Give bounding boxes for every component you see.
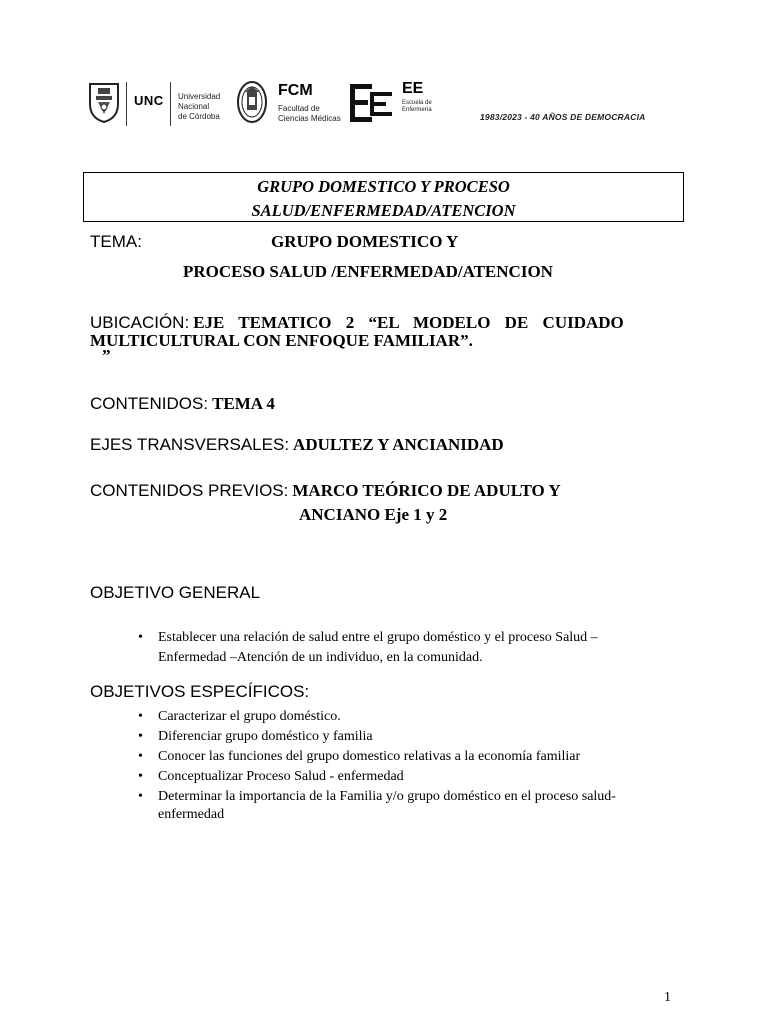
fcm-logo-text: FCM [278,82,313,99]
ee-name: Escuela de Enfermería [402,100,432,113]
objetivos-especificos-heading: OBJETIVOS ESPECÍFICOS: [90,682,310,701]
unc-shield-icon [86,80,122,124]
democracy-slogan: 1983/2023 - 40 AÑOS DE DEMOCRACIA [480,112,646,122]
list-item: • Conceptualizar Proceso Salud - enfermedad [130,767,700,787]
page-header [86,72,686,134]
ubicacion-line-1: EJE TEMATICO 2 “EL MODELO DE CUIDADO [193,313,624,332]
tema-label: TEMA: [90,232,142,251]
previos-line-2: ANCIANO Eje 1 y 2 [299,505,448,524]
objetivos-especificos-list [130,707,700,807]
fcm-seal-icon [236,80,268,124]
list-item: • Diferenciar grupo doméstico y familia [130,727,700,747]
objetivo-general-heading: OBJETIVO GENERAL [90,583,261,602]
ubicacion-row [90,313,678,333]
contenidos-row [90,394,275,414]
list-item: • Caracterizar el grupo doméstico. [130,707,700,727]
unc-logo-text: UNC [134,93,164,108]
list-item: • Determinar la importancia de la Familia y/o grupo doméstico en el proceso salud- [130,787,700,807]
ubicacion-label: UBICACIÓN: [90,313,190,332]
document-title-box [83,172,684,222]
university-name: Universidad Nacional de Córdoba [178,92,221,121]
contenidos-value: TEMA 4 [212,394,275,413]
contenidos-label: CONTENIDOS: [90,394,209,413]
previos-line-1: MARCO TEÓRICO DE ADULTO Y [292,481,561,500]
tema-line-1: GRUPO DOMESTICO Y [271,232,459,251]
ejes-value: ADULTEZ Y ANCIANIDAD [293,435,504,454]
list-item: • Establecer una relación de salud entre el grupo doméstico y el proceso Salud – Enfermedad –Atención de un individuo, en la comunidad. [130,628,690,668]
previos-label: CONTENIDOS PREVIOS: [90,481,289,500]
ee-logo-text: EE [402,80,424,97]
tema-line-2: PROCESO SALUD /ENFERMEDAD/ATENCION [183,262,553,281]
ee-logo-icon [348,80,396,126]
ejes-label: EJES TRANSVERSALES: [90,435,290,454]
university-divider [170,82,171,126]
previos-row [90,481,561,501]
list-item: • Conocer las funciones del grupo domestico relativas a la economía familiar [130,747,700,767]
objetivos-especificos-continuation: enfermedad [158,807,225,822]
ubicacion-line-3: ” [102,346,111,365]
objetivo-general-list [130,628,690,668]
title-line-1: GRUPO DOMESTICO Y PROCESO [257,177,510,196]
fcm-name: Facultad de Ciencias Médicas [278,104,341,123]
unc-divider [126,82,127,126]
ejes-row [90,435,504,455]
title-line-2: SALUD/ENFERMEDAD/ATENCION [251,201,516,220]
page-number: 1 [664,990,671,1005]
ubicacion-line-2: MULTICULTURAL CON ENFOQUE FAMILIAR”. [90,331,473,350]
